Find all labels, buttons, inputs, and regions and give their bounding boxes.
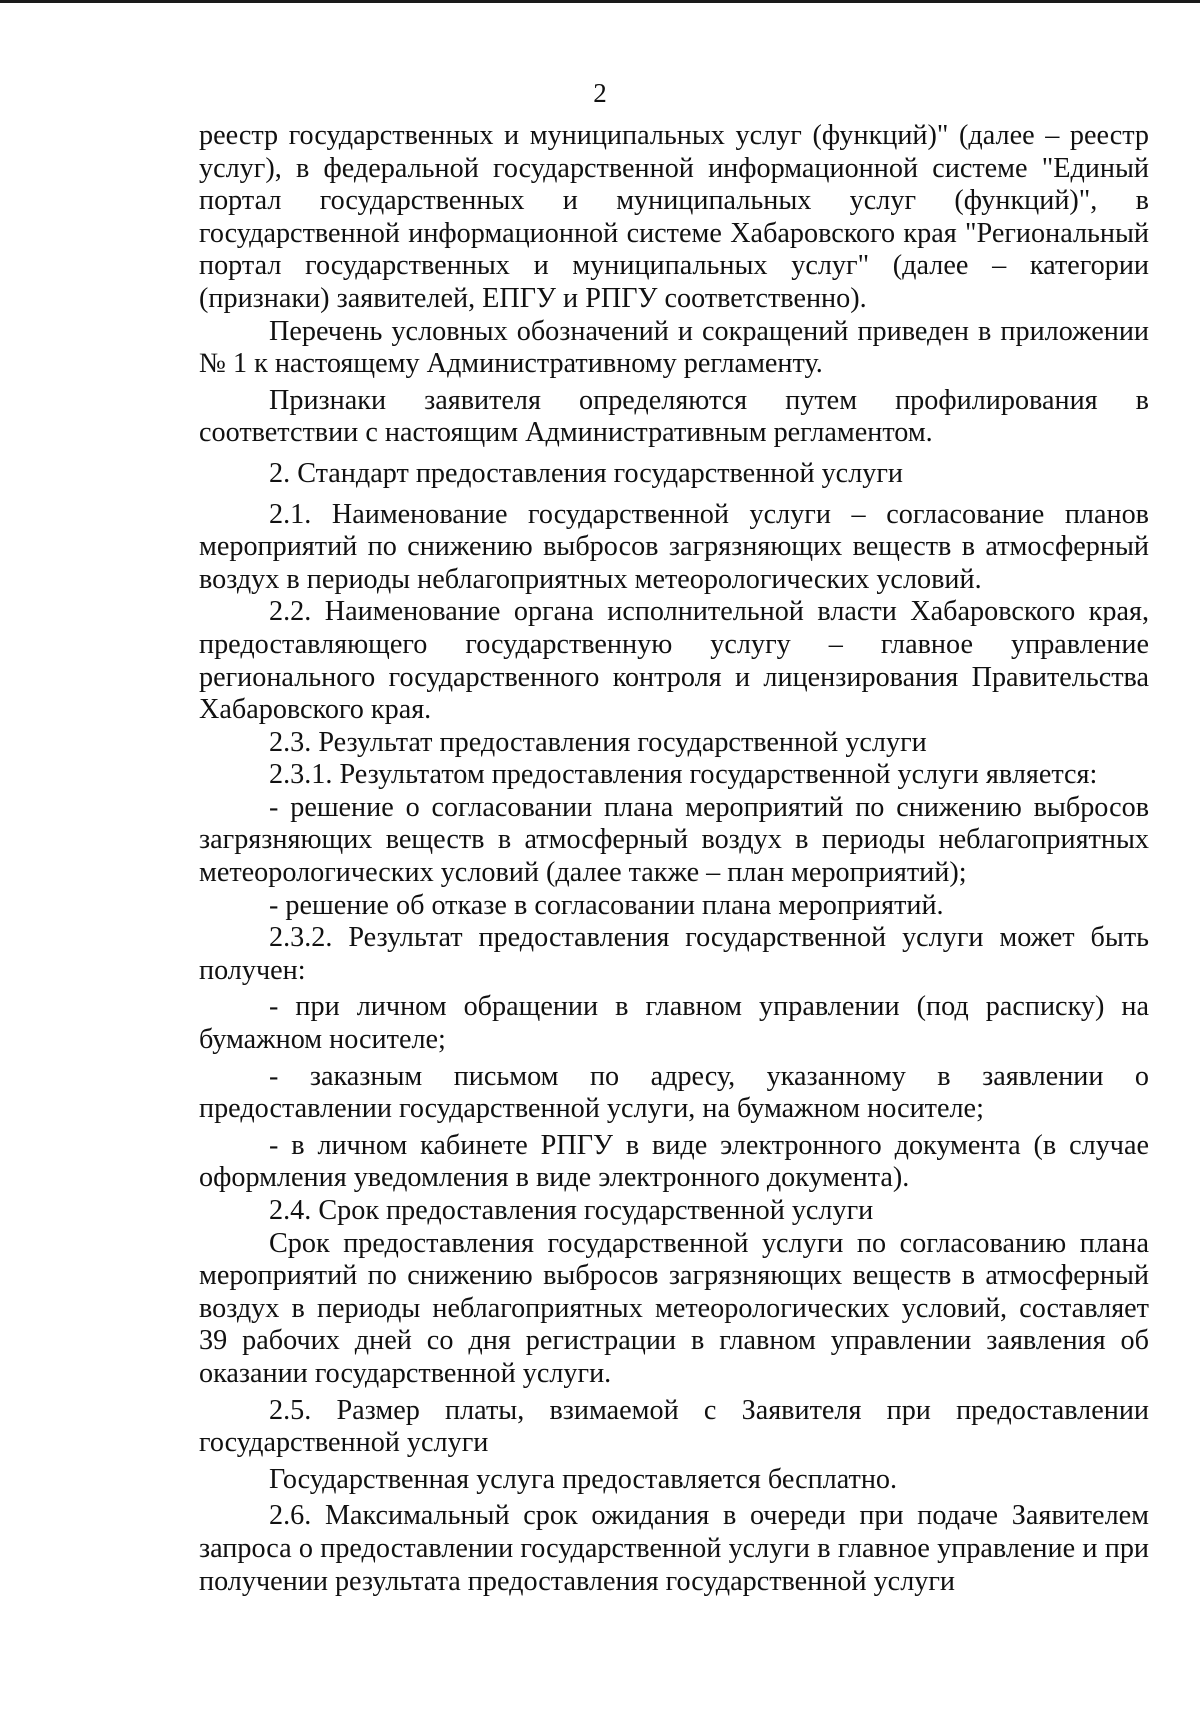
list-item-refusal-decision: - решение об отказе в согласовании плана мероприятий. [269,889,944,921]
paragraph-abbreviations-list: Перечень условных обозначений и сокращений приведен в приложении № 1 к настоящему Административному регламенту. [199,315,1149,380]
paragraph-2-3-result-heading: 2.3. Результат предоставления государственной услуги [269,726,927,758]
list-item-registered-mail: - заказным письмом по адресу, указанному в заявлении о предоставлении государственной услуги, на бумажном носителе; [199,1060,1149,1125]
paragraph-applicant-signs: Признаки заявителя определяются путем профилирования в соответствии с настоящим Административным регламентом. [199,384,1149,449]
paragraph-registry-continuation: реестр государственных и муниципальных услуг (функций)" (далее – реестр услуг), в федеральной государственной информационной системе "Единый портал государственных и муниципальных услуг (функций)", в государственной информационной системе Хабаровского края "Региональный портал государственных и муниципальных услуг" (далее – категории (признаки) заявителей, ЕПГУ и РПГУ соответственно). [199,120,1149,314]
paragraph-2-4-term-heading: 2.4. Срок предоставления государственной услуги [269,1195,874,1226]
paragraph-2-3-1-result: 2.3.1. Результатом предоставления государственной услуги является: [269,759,1098,791]
paragraph-2-6-queue-time: 2.6. Максимальный срок ожидания в очереди при подаче Заявителем запроса о предоставлении государственной услуги в главное управление и при получении результата предоставления государственной услуги [199,1500,1149,1597]
document-body [199,120,1149,1598]
paragraph-2-3-2-result-receipt: 2.3.2. Результат предоставления государственной услуги может быть получен: [199,922,1149,986]
scan-edge [0,0,1200,3]
list-item-personal-account: - в личном кабинете РПГУ в виде электронного документа (в случае оформления уведомления в виде электронного документа). [199,1129,1149,1194]
list-item-personal-visit: - при личном обращении в главном управлении (под расписку) на бумажном носителе; [199,991,1149,1056]
paragraph-2-2-authority-name: 2.2. Наименование органа исполнительной власти Хабаровского края, предоставляющего государственную услугу – главное управление регионального государственного контроля и лицензирования Правительства Хабаровского края. [199,596,1149,726]
paragraph-term-details: Срок предоставления государственной услуги по согласованию плана мероприятий по снижению выбросов загрязняющих веществ в атмосферный воздух в периоды неблагоприятных метеорологических условий, составляет 39 рабочих дней со дня регистрации в главном управлении заявления об оказании государственной услуги. [199,1227,1149,1389]
paragraph-2-1-service-name: 2.1. Наименование государственной услуги – согласование планов мероприятий по снижению выбросов загрязняющих веществ в атмосферный воздух в периоды неблагоприятных метеорологических условий. [199,498,1149,595]
paragraph-free-of-charge: Государственная услуга предоставляется бесплатно. [269,1463,898,1495]
page-number: 2 [593,78,607,108]
section-heading-standard: 2. Стандарт предоставления государственной услуги [269,457,903,489]
paragraph-2-5-fee-heading: 2.5. Размер платы, взимаемой с Заявителя при предоставлении государственной услуги [199,1394,1149,1459]
list-item-approval-decision: - решение о согласовании плана мероприятий по снижению выбросов загрязняющих веществ в атмосферный воздух в периоды неблагоприятных метеорологических условий (далее также – план мероприятий); [199,791,1149,889]
